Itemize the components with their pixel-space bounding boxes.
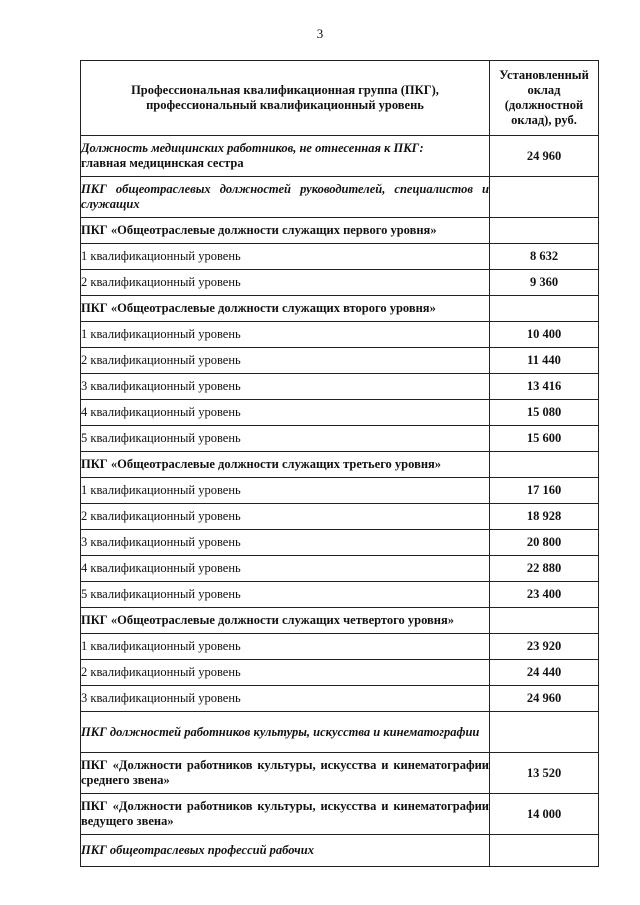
- table-row: [81, 452, 599, 478]
- table-row: [81, 322, 599, 348]
- table-row: [81, 753, 599, 794]
- row-label: 5 квалификационный уровень: [81, 582, 490, 608]
- header-salary: Установленный оклад (должностной оклад), руб.: [490, 61, 599, 136]
- row-label: ПКГ «Общеотраслевые должности служащих третьего уровня»: [81, 452, 490, 478]
- row-label: 3 квалификационный уровень: [81, 686, 490, 712]
- row-value: 11 440: [490, 348, 599, 374]
- row-value: 23 920: [490, 634, 599, 660]
- row-value: 18 928: [490, 504, 599, 530]
- row-label: 1 квалификационный уровень: [81, 244, 490, 270]
- row-value: 20 800: [490, 530, 599, 556]
- row-label: ПКГ «Общеотраслевые должности служащих первого уровня»: [81, 218, 490, 244]
- row-value: [490, 835, 599, 867]
- row-label: 2 квалификационный уровень: [81, 504, 490, 530]
- row-label: 2 квалификационный уровень: [81, 660, 490, 686]
- row-value: 24 960: [490, 686, 599, 712]
- row-label: 3 квалификационный уровень: [81, 374, 490, 400]
- table-row: [81, 660, 599, 686]
- row-value: [490, 177, 599, 218]
- row-value: 14 000: [490, 794, 599, 835]
- table-row: [81, 835, 599, 867]
- table-row: [81, 374, 599, 400]
- row-value: [490, 296, 599, 322]
- row-label: ПКГ должностей работников культуры, искусства и кинематографии: [81, 712, 490, 753]
- table-row: [81, 426, 599, 452]
- row-value: 22 880: [490, 556, 599, 582]
- table-row: [81, 556, 599, 582]
- row-value: 24 960: [490, 136, 599, 177]
- row-label: 1 квалификационный уровень: [81, 478, 490, 504]
- row-label: [81, 136, 490, 177]
- table-row: [81, 504, 599, 530]
- row-value: 15 600: [490, 426, 599, 452]
- row-label: ПКГ общеотраслевых должностей руководителей, специалистов и служащих: [81, 177, 490, 218]
- table-row: [81, 582, 599, 608]
- row-value: 10 400: [490, 322, 599, 348]
- table-row: [81, 400, 599, 426]
- row-label: 1 квалификационный уровень: [81, 634, 490, 660]
- row-label: ПКГ «Общеотраслевые должности служащих второго уровня»: [81, 296, 490, 322]
- page-number: 3: [316, 26, 324, 41]
- row-label: ПКГ общеотраслевых профессий рабочих: [81, 835, 490, 867]
- table-row: [81, 270, 599, 296]
- row-label: 3 квалификационный уровень: [81, 530, 490, 556]
- header-group: Профессиональная квалификационная группа (ПКГ), профессиональный квалификационный уровень: [81, 61, 490, 136]
- row-value: [490, 712, 599, 753]
- row-label-bold: главная медицинская сестра: [81, 156, 244, 170]
- row-value: 9 360: [490, 270, 599, 296]
- table-header-row: [81, 61, 599, 136]
- table-row: [81, 712, 599, 753]
- row-value: 23 400: [490, 582, 599, 608]
- table-row: [81, 218, 599, 244]
- table-row: [81, 634, 599, 660]
- row-value: 15 080: [490, 400, 599, 426]
- table-row: [81, 348, 599, 374]
- row-value: 8 632: [490, 244, 599, 270]
- table-row: [81, 608, 599, 634]
- row-value: 17 160: [490, 478, 599, 504]
- table-row: [81, 530, 599, 556]
- row-label: 4 квалификационный уровень: [81, 556, 490, 582]
- table-row: [81, 296, 599, 322]
- row-value: 24 440: [490, 660, 599, 686]
- row-label: ПКГ «Должности работников культуры, искусства и кинематографии ведущего звена»: [81, 794, 490, 835]
- row-label: 2 квалификационный уровень: [81, 270, 490, 296]
- row-label: 5 квалификационный уровень: [81, 426, 490, 452]
- row-value: 13 520: [490, 753, 599, 794]
- row-label: 4 квалификационный уровень: [81, 400, 490, 426]
- row-label: ПКГ «Должности работников культуры, искусства и кинематографии среднего звена»: [81, 753, 490, 794]
- table-row: [81, 478, 599, 504]
- table-row: [81, 244, 599, 270]
- row-value: [490, 218, 599, 244]
- row-value: [490, 608, 599, 634]
- row-label-italic: Должность медицинских работников, не отнесенная к ПКГ:: [81, 141, 424, 155]
- row-value: [490, 452, 599, 478]
- table-row: [81, 177, 599, 218]
- row-label: ПКГ «Общеотраслевые должности служащих четвертого уровня»: [81, 608, 490, 634]
- salary-table: [80, 60, 599, 867]
- row-label: 2 квалификационный уровень: [81, 348, 490, 374]
- row-label: 1 квалификационный уровень: [81, 322, 490, 348]
- table-row: [81, 794, 599, 835]
- table-row: [81, 686, 599, 712]
- row-value: 13 416: [490, 374, 599, 400]
- table-row: [81, 136, 599, 177]
